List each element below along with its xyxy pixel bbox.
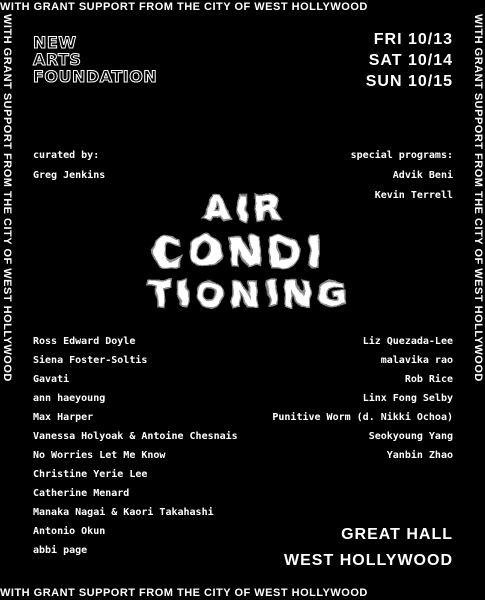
date-fri: FRI 10/13 xyxy=(373,31,453,48)
list-item: Yanbin Zhao xyxy=(386,450,453,461)
right-border-text: WITH GRANT SUPPORT FROM THE CITY OF WEST HOLLYWOOD xyxy=(472,14,484,382)
logo-line-1: NEW xyxy=(33,33,77,52)
bottom-border-text: WITH GRANT SUPPORT FROM THE CITY OF WEST HOLLYWOOD xyxy=(0,587,368,599)
left-border-text: WITH GRANT SUPPORT FROM THE CITY OF WEST HOLLYWOOD xyxy=(1,14,13,382)
air-conditioning-title xyxy=(100,178,390,318)
right-border-band xyxy=(471,0,485,600)
special-program-name: Kevin Terrell xyxy=(374,190,453,201)
date-sun: SUN 10/15 xyxy=(365,73,453,90)
curator-name: Greg Jenkins xyxy=(33,170,106,181)
list-item: Ross Edward Doyle xyxy=(33,336,136,347)
list-item: Siena Foster-Soltis xyxy=(33,355,148,366)
event-dates xyxy=(366,29,453,92)
title-line-2: CONDI xyxy=(152,230,328,276)
curated-by-label: curated by: xyxy=(33,150,100,161)
artist-list-right xyxy=(272,332,453,465)
list-item: Linx Fong Selby xyxy=(362,393,453,404)
left-border-band xyxy=(0,0,14,600)
special-program-name: Advik Beni xyxy=(392,170,453,181)
list-item: No Worries Let Me Know xyxy=(33,450,166,461)
list-item: malavika rao xyxy=(380,355,453,366)
new-arts-foundation-logo xyxy=(33,34,157,85)
list-item: Manaka Nagai & Kaori Takahashi xyxy=(33,507,214,518)
list-item: Rob Rice xyxy=(404,374,453,385)
list-item: Punitive Worm (d. Nikki Ochoa) xyxy=(272,412,453,423)
list-item: Max Harper xyxy=(33,412,94,423)
list-item: Catherine Menard xyxy=(33,488,130,499)
list-item: Gavati xyxy=(33,374,70,385)
list-item: Vanessa Holyoak & Antoine Chesnais xyxy=(33,431,238,442)
top-border-text: WITH GRANT SUPPORT FROM THE CITY OF WEST HOLLYWOOD xyxy=(0,1,368,13)
list-item: Liz Quezada-Lee xyxy=(362,336,453,347)
artist-list-left xyxy=(33,332,238,560)
venue-line-2: WEST HOLLYWOOD xyxy=(284,552,453,569)
venue-line-1: GREAT HALL xyxy=(341,526,453,543)
logo-line-3: FOUNDATION xyxy=(33,67,158,86)
list-item: abbi page xyxy=(33,545,88,556)
title-line-3: TIONING xyxy=(147,275,353,315)
list-item: Christine Yerie Lee xyxy=(33,469,148,480)
list-item: Seokyoung Yang xyxy=(368,431,453,442)
special-programs-label: special programs: xyxy=(350,150,453,161)
title-line-1: AIR xyxy=(203,189,287,229)
date-sat: SAT 10/14 xyxy=(368,52,453,69)
logo-line-2: ARTS xyxy=(33,50,82,69)
list-item: Antonio Okun xyxy=(33,526,106,537)
list-item: ann haeyoung xyxy=(33,393,106,404)
